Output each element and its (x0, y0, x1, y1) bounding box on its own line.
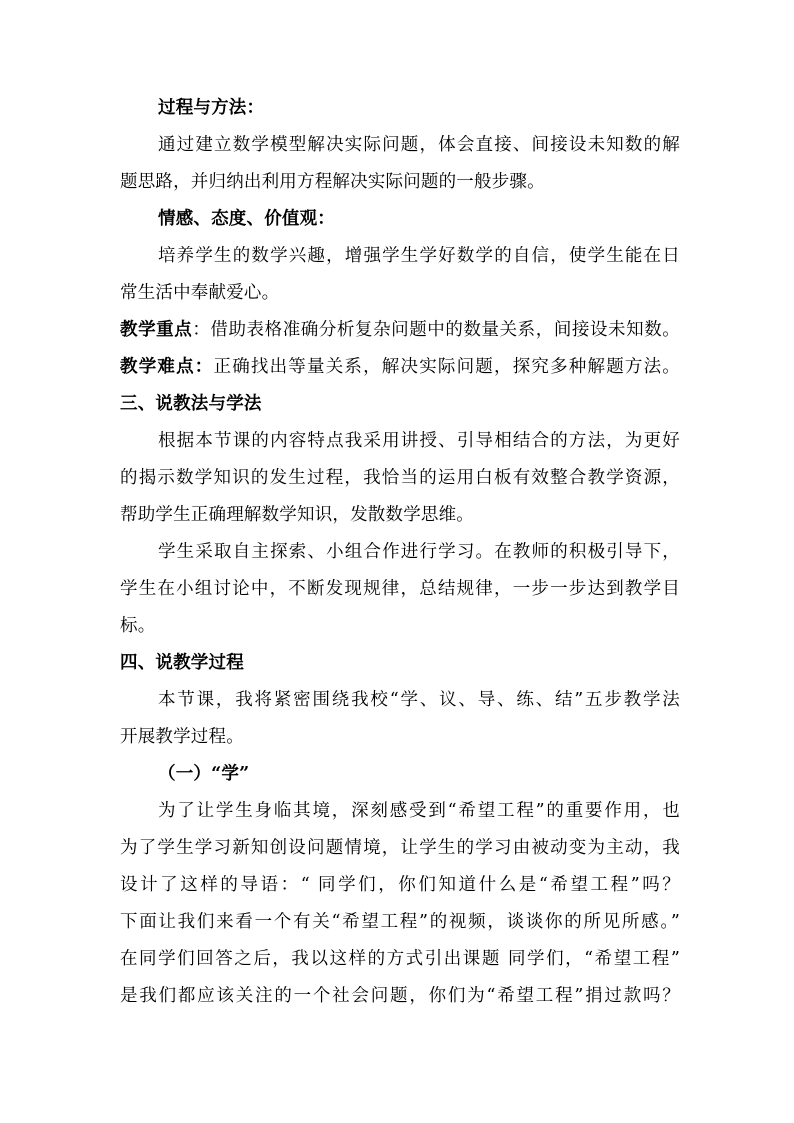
difficult-point-text: 正确找出等量关系，解决实际问题，探究多种解题方法。 (213, 357, 680, 377)
section-title-methods: 三、说教法与学法 (120, 394, 262, 414)
paragraph-line: 设计了这样的导语：“ 同学们，你们知道什么是“希望工程”吗？ (120, 875, 680, 895)
paragraph-line: 本节课，我将紧密围绕我校“学、议、导、练、结”五步教学法 (158, 690, 680, 710)
teaching-key-point (120, 317, 680, 343)
paragraph-line: 根据本节课的内容特点我采用讲授、引导相结合的方法，为更好 (158, 431, 680, 451)
paragraph-line: 通过建立数学模型解决实际问题，体会直接、间接设未知数的解 (158, 135, 680, 155)
paragraph-line: 在同学们回答之后，我以这样的方式引出课题 同学们，“希望工程” (120, 949, 680, 969)
paragraph-line: 帮助学生正确理解数学知识，发散数学思维。 (120, 505, 474, 525)
teaching-difficult-point (120, 354, 680, 380)
subsection-title-learn: （一）“学” (158, 764, 250, 784)
key-point-text: ：借助表格准确分析复杂问题中的数量关系，间接设未知数。 (192, 320, 680, 340)
paragraph-line: 下面让我们来看一个有关“希望工程”的视频，谈谈你的所见所感。” (120, 912, 680, 932)
paragraph-line: 题思路，并归纳出利用方程解决实际问题的一般步骤。 (120, 172, 545, 192)
paragraph-line: 的揭示数学知识的发生过程，我恰当的运用白板有效整合教学资源， (120, 468, 680, 488)
heading-emotion-attitude-values: 情感、态度、价值观： (158, 209, 335, 229)
paragraph-line: 开展教学过程。 (120, 727, 244, 747)
heading-process-method: 过程与方法： (158, 98, 265, 118)
paragraph-line: 标。 (120, 616, 156, 636)
paragraph-line: 学生在小组讨论中，不断发现规律，总结规律，一步一步达到教学目 (120, 579, 680, 599)
paragraph-line: 为了让学生身临其境，深刻感受到“希望工程”的重要作用，也 (158, 801, 680, 821)
key-point-label: 教学重点 (120, 320, 193, 340)
difficult-point-label: 教学难点： (120, 357, 214, 377)
paragraph-line: 是我们都应该关注的一个社会问题，你们为“希望工程”捐过款吗？ (120, 986, 680, 1006)
paragraph-line: 常生活中奉献爱心。 (120, 283, 280, 303)
paragraph-line: 学生采取自主探索、小组合作进行学习。在教师的积极引导下， (158, 542, 680, 562)
section-title-process: 四、说教学过程 (120, 653, 244, 673)
paragraph-line: 培养学生的数学兴趣，增强学生学好数学的自信，使学生能在日 (158, 246, 680, 266)
paragraph-line: 为了学生学习新知创设问题情境，让学生的学习由被动变为主动，我 (120, 838, 680, 858)
